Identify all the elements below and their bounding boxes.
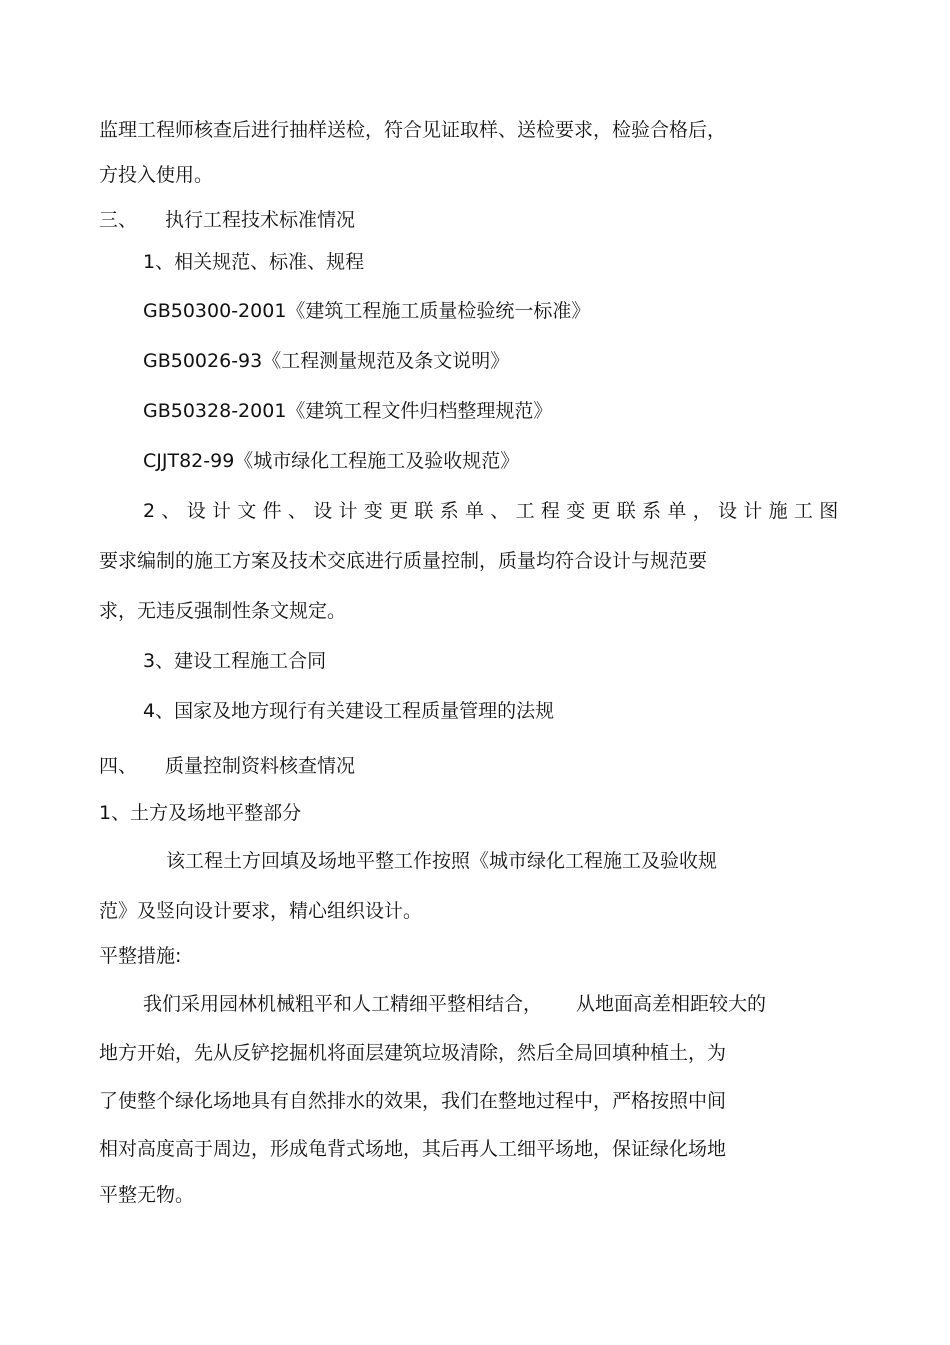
paragraph-line bbox=[143, 992, 766, 1016]
paragraph-line: 求，无违反强制性条文规定。 bbox=[99, 600, 347, 622]
standard-item: GB50328-2001《建筑工程文件归档整理规范》 bbox=[143, 400, 553, 422]
subheading: 1、土方及场地平整部分 bbox=[99, 802, 302, 824]
standard-item: GB50026-93《工程测量规范及条文说明》 bbox=[143, 350, 510, 372]
section-title: 质量控制资料核查情况 bbox=[165, 755, 356, 777]
paragraph-line: 地方开始，先从反铲挖掘机将面层建筑垃圾清除，然后全局回填种植土，为 bbox=[99, 1042, 727, 1064]
paragraph-fragment: 我们采用园林机械粗平和人工精细平整相结合， bbox=[143, 993, 543, 1015]
paragraph-line: 平整无物。 bbox=[99, 1184, 195, 1206]
paragraph-fragment: 从地面高差相距较大的 bbox=[576, 993, 767, 1015]
list-heading: 1、相关规范、标准、规程 bbox=[143, 251, 365, 273]
list-item: 2、设计文件、设计变更联系单、工程变更联系单，设计施工图 bbox=[143, 500, 845, 522]
section-heading bbox=[99, 754, 355, 778]
paragraph-line: 方投入使用。 bbox=[99, 164, 214, 186]
paragraph-line: 范》及竖向设计要求，精心组织设计。 bbox=[99, 900, 423, 922]
standard-item: CJJT82-99《城市绿化工程施工及验收规范》 bbox=[143, 450, 520, 472]
paragraph-line: 要求编制的施工方案及技术交底进行质量控制，质量均符合设计与规范要 bbox=[99, 550, 708, 572]
list-item: 4、国家及地方现行有关建设工程质量管理的法规 bbox=[143, 700, 555, 722]
section-heading bbox=[99, 208, 355, 232]
measures-label: 平整措施: bbox=[99, 945, 182, 967]
standard-item: GB50300-2001《建筑工程施工质量检验统一标准》 bbox=[143, 300, 591, 322]
paragraph-line: 该工程土方回填及场地平整工作按照《城市绿化工程施工及验收规 bbox=[166, 850, 718, 872]
section-number: 三、 bbox=[99, 209, 138, 231]
section-title: 执行工程技术标准情况 bbox=[165, 209, 356, 231]
section-number: 四、 bbox=[99, 755, 138, 777]
paragraph-line: 监理工程师核查后进行抽样送检，符合见证取样、送检要求，检验合格后， bbox=[99, 119, 727, 141]
list-item: 3、建设工程施工合同 bbox=[143, 650, 327, 672]
paragraph-line: 相对高度高于周边，形成龟背式场地，其后再人工细平场地，保证绿化场地 bbox=[99, 1138, 727, 1160]
paragraph-line: 了使整个绿化场地具有自然排水的效果，我们在整地过程中，严格按照中间 bbox=[99, 1090, 727, 1112]
